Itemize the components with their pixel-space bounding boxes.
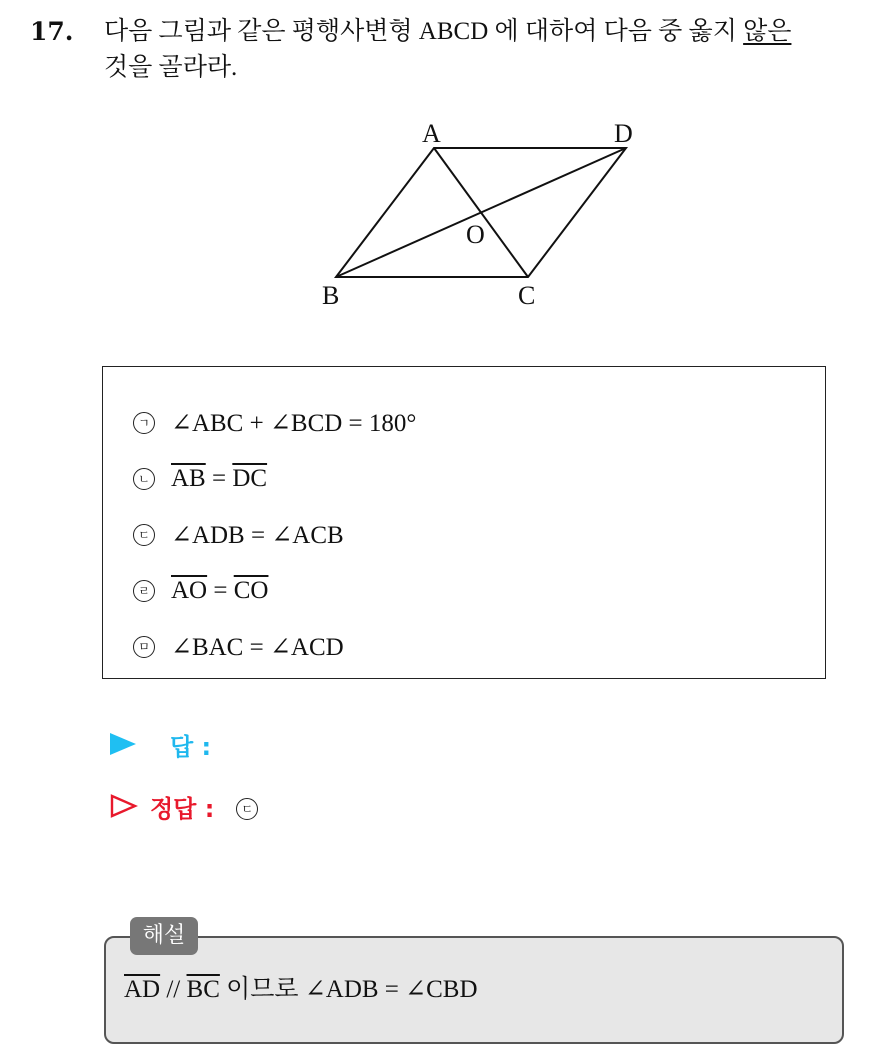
explanation-rest: 이므로 ∠ADB = ∠CBD [219, 976, 478, 1003]
choice-marker: ㄹ [133, 580, 155, 602]
equals-sign: = [207, 577, 234, 604]
center-label-o: O [466, 220, 485, 249]
correct-answer-marker: ㄷ [236, 798, 258, 820]
choice-marker: ㄷ [133, 524, 155, 546]
question-text-line1: 다음 그림과 같은 평행사변형 ABCD 에 대하여 다음 중 옳지 [104, 18, 744, 45]
choice-5 [133, 629, 344, 665]
question-emphasis: 않은 [743, 18, 792, 45]
question-text-line2: 것을 골라라. [104, 54, 238, 81]
explanation-text [124, 972, 478, 1008]
choice-4 [133, 573, 268, 609]
choice-marker: ㄴ [133, 468, 155, 490]
vertex-label-a: A [422, 119, 441, 148]
choice-marker: ㅁ [133, 636, 155, 658]
segment-ad: $\overline{AD}$ [124, 976, 161, 1003]
segment-co: $\overline{CO}$ [233, 577, 269, 604]
choice-2 [133, 461, 267, 497]
explanation-tag: 해설 [130, 917, 198, 955]
vertex-label-d: D [614, 119, 633, 148]
segment-ao: $\overline{AO}$ [171, 577, 208, 604]
choice-text: ∠BAC = ∠ACD [171, 634, 344, 661]
choice-1 [133, 405, 416, 441]
segment-dc: $\overline{DC}$ [232, 465, 268, 492]
choice-marker: ㄱ [133, 412, 155, 434]
parallelogram-figure [318, 112, 658, 317]
correct-answer-value [236, 793, 258, 820]
correct-answer-label: 정답 : [150, 794, 215, 823]
choice-text: ∠ADB = ∠ACB [171, 522, 344, 549]
segment-ab: $\overline{AB}$ [171, 465, 206, 492]
diagonal-bd [336, 148, 626, 277]
vertex-label-b: B [322, 281, 340, 310]
play-arrow-icon [110, 733, 136, 755]
question-number: 17. [30, 17, 74, 46]
segment-bc: $\overline{BC}$ [186, 976, 220, 1003]
choice-3 [133, 517, 344, 553]
parallel-sign: // [160, 976, 187, 1003]
choice-text: ∠ABC + ∠BCD = 180° [171, 410, 417, 437]
outline-arrow-icon [110, 794, 138, 818]
correct-answer-row [110, 788, 258, 824]
answer-label: 답 : [170, 732, 212, 761]
vertex-label-c: C [518, 281, 536, 310]
choices-box [102, 366, 826, 679]
answer-row [110, 726, 233, 762]
equals-sign: = [205, 465, 233, 492]
question-text [104, 14, 864, 86]
